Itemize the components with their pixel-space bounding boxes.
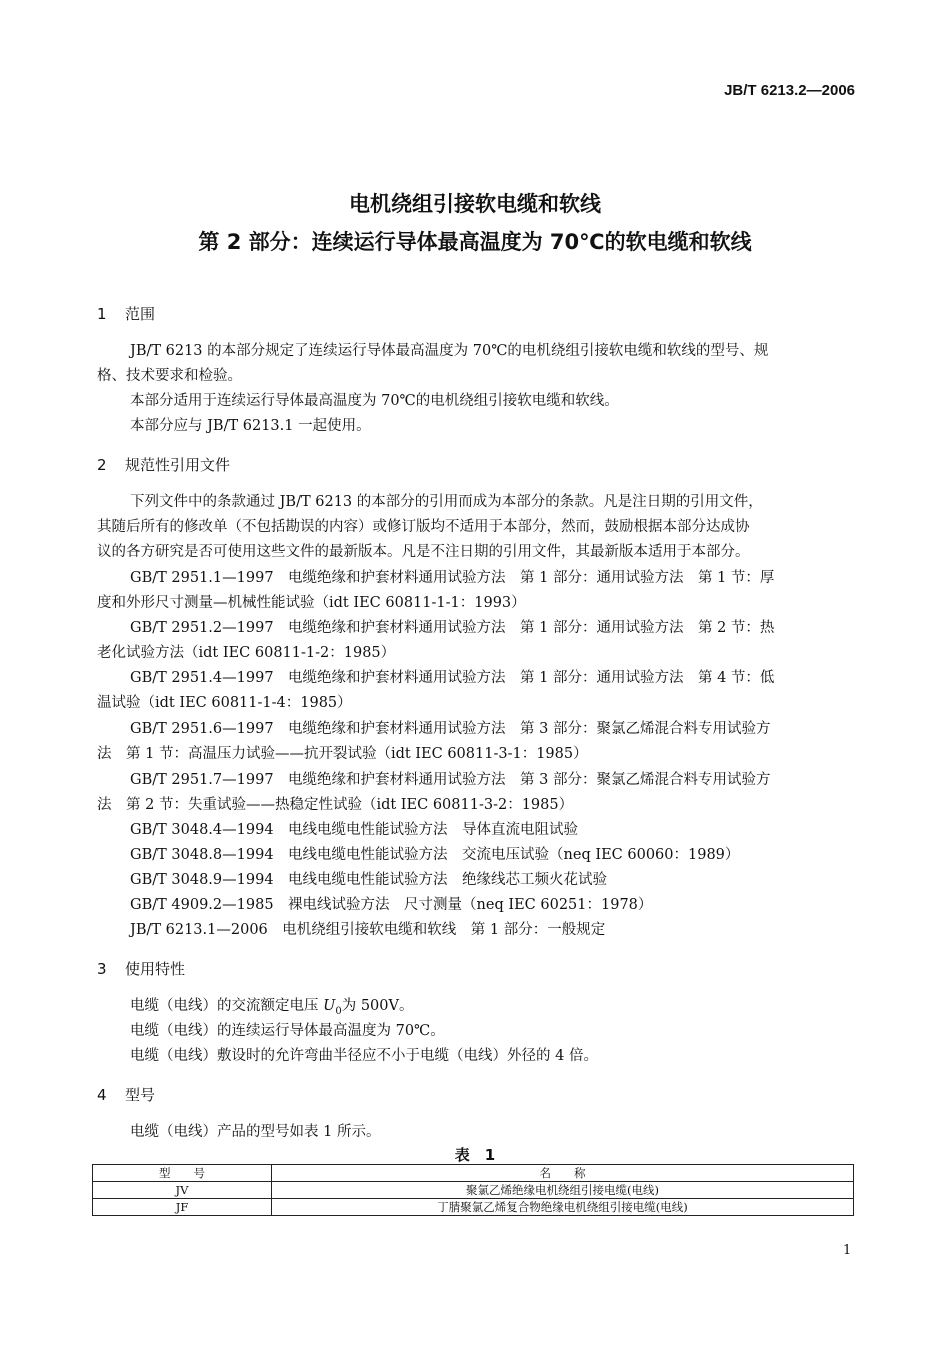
reference-2-line-2: 老化试验方法（idt IEC 60811-1-2：1985） xyxy=(97,645,396,661)
section-1-number: 1 xyxy=(97,305,107,323)
voltage-symbol: U xyxy=(323,998,336,1014)
reference-5-line-2: 法 第 2 节：失重试验——热稳定性试验（idt IEC 60811-3-2：1985） xyxy=(97,797,574,813)
reference-5-line-1: GB/T 2951.7—1997 电缆绝缘和护套材料通用试验方法 第 3 部分：聚氯乙烯混合料专用试验方 xyxy=(130,772,771,788)
reference-2-line-1: GB/T 2951.2—1997 电缆绝缘和护套材料通用试验方法 第 1 部分：通用试验方法 第 2 节：热 xyxy=(130,620,775,636)
voltage-subscript: 0 xyxy=(335,1005,342,1017)
section-1-heading xyxy=(97,303,155,324)
section-1-paragraph-2: 本部分适用于连续运行导体最高温度为 70℃的电机绕组引接软电缆和软线。 xyxy=(130,393,619,409)
section-2-heading xyxy=(97,454,230,475)
table-cell-model: JF xyxy=(93,1199,272,1216)
standard-number: JB/T 6213.2—2006 xyxy=(724,82,855,99)
section-3-heading xyxy=(97,958,185,979)
section-1-title: 范围 xyxy=(125,305,156,323)
section-3-paragraph-1-text: 电缆（电线）的交流额定电压 xyxy=(130,998,324,1014)
page-number: 1 xyxy=(843,1243,852,1258)
section-4-title: 型号 xyxy=(125,1086,156,1104)
section-1-paragraph-1b: 格、技术要求和检验。 xyxy=(97,368,242,384)
reference-9: GB/T 4909.2—1985 裸电线试验方法 尺寸测量（neq IEC 60251：1978） xyxy=(130,897,653,913)
section-4-heading xyxy=(97,1084,155,1105)
reference-1-line-1: GB/T 2951.1—1997 电缆绝缘和护套材料通用试验方法 第 1 部分：通用试验方法 第 1 节：厚 xyxy=(130,570,775,586)
section-3-paragraph-2: 电缆（电线）的连续运行导体最高温度为 70℃。 xyxy=(130,1023,445,1039)
table-1-caption: 表 1 xyxy=(454,1146,496,1164)
reference-3-line-1: GB/T 2951.4—1997 电缆绝缘和护套材料通用试验方法 第 1 部分：通用试验方法 第 4 节：低 xyxy=(130,670,775,686)
section-3-title: 使用特性 xyxy=(125,960,186,978)
table-cell-name: 丁腈聚氯乙烯复合物绝缘电机绕组引接电缆(电线) xyxy=(272,1199,854,1216)
reference-4-line-1: GB/T 2951.6—1997 电缆绝缘和护套材料通用试验方法 第 3 部分：聚氯乙烯混合料专用试验方 xyxy=(130,721,771,737)
section-1-paragraph-1a: JB/T 6213 的本部分规定了连续运行导体最高温度为 70℃的电机绕组引接软电缆和软线的型号、规 xyxy=(130,343,769,359)
section-2-title: 规范性引用文件 xyxy=(125,456,231,474)
title-line-2: 第 2 部分：连续运行导体最高温度为 70℃的软电缆和软线 xyxy=(198,230,752,254)
table-row xyxy=(93,1182,854,1199)
table-header-model: 型 号 xyxy=(93,1165,272,1182)
section-2-intro-c: 议的各方研究是否可使用这些文件的最新版本。凡是不注日期的引用文件，其最新版本适用于本部分。 xyxy=(97,544,750,560)
reference-3-line-2: 温试验（idt IEC 60811-1-4：1985） xyxy=(97,695,352,711)
section-4-paragraph-1: 电缆（电线）产品的型号如表 1 所示。 xyxy=(130,1124,381,1140)
table-row xyxy=(93,1199,854,1216)
title-line-1: 电机绕组引接软电缆和软线 xyxy=(349,192,601,216)
section-2-intro-b: 其随后所有的修改单（不包括勘误的内容）或修订版均不适用于本部分，然而，鼓励根据本部分达成协 xyxy=(97,519,750,535)
section-3-paragraph-3: 电缆（电线）敷设时的允许弯曲半径应不小于电缆（电线）外径的 4 倍。 xyxy=(130,1048,598,1064)
reference-1-line-2: 度和外形尺寸测量—机械性能试验（idt IEC 60811-1-1：1993） xyxy=(97,595,526,611)
section-2-intro-a: 下列文件中的条款通过 JB/T 6213 的本部分的引用而成为本部分的条款。凡是注日期的引用文件， xyxy=(130,494,763,510)
table-header-name: 名 称 xyxy=(272,1165,854,1182)
reference-6: GB/T 3048.4—1994 电线电缆电性能试验方法 导体直流电阻试验 xyxy=(130,822,579,838)
section-3-number: 3 xyxy=(97,960,107,978)
reference-10: JB/T 6213.1—2006 电机绕组引接软电缆和软线 第 1 部分：一般规定 xyxy=(130,922,606,938)
reference-4-line-2: 法 第 1 节：高温压力试验——抗开裂试验（idt IEC 60811-3-1：1985） xyxy=(97,746,588,762)
table-cell-model: JV xyxy=(93,1182,272,1199)
reference-8: GB/T 3048.9—1994 电线电缆电性能试验方法 绝缘线芯工频火花试验 xyxy=(130,872,608,888)
section-1-paragraph-3: 本部分应与 JB/T 6213.1 一起使用。 xyxy=(130,418,371,434)
reference-7: GB/T 3048.8—1994 电线电缆电性能试验方法 交流电压试验（neq IEC 60060：1989） xyxy=(130,847,740,863)
section-3-paragraph-1-value: 为 500V。 xyxy=(341,998,414,1014)
table-cell-name: 聚氯乙烯绝缘电机绕组引接电缆(电线) xyxy=(272,1182,854,1199)
section-2-number: 2 xyxy=(97,456,107,474)
table-header-row xyxy=(93,1165,854,1182)
table-1 xyxy=(92,1164,854,1216)
section-4-number: 4 xyxy=(97,1086,107,1104)
